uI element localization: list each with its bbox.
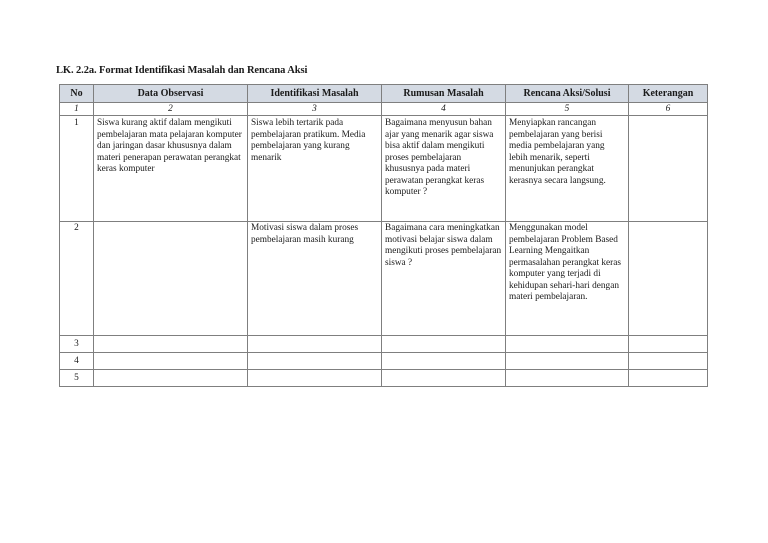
identifikasi-masalah-cell bbox=[248, 336, 382, 353]
table-row bbox=[60, 116, 708, 222]
rencana-aksi-cell bbox=[506, 336, 629, 353]
identifikasi-masalah-cell bbox=[248, 370, 382, 387]
data-observasi-cell: Siswa kurang aktif dalam mengikuti pembelajaran mata pelajaran komputer dan jaringan dasar khususnya dalam materi penerapan perawatan perangkat keras komputer bbox=[94, 116, 248, 222]
row-number: 2 bbox=[60, 222, 94, 336]
identifikasi-masalah-cell: Motivasi siswa dalam proses pembelajaran masih kurang bbox=[248, 222, 382, 336]
rumusan-masalah-cell: Bagaimana cara meningkatkan motivasi belajar siswa dalam mengikuti proses pembelajaran siswa ? bbox=[382, 222, 506, 336]
table-row bbox=[60, 336, 708, 353]
row-number: 4 bbox=[60, 353, 94, 370]
keterangan-cell bbox=[629, 116, 708, 222]
table-row bbox=[60, 370, 708, 387]
rumusan-masalah-cell bbox=[382, 353, 506, 370]
column-number: 5 bbox=[506, 103, 629, 116]
column-number: 2 bbox=[94, 103, 248, 116]
rencana-aksi-cell bbox=[506, 370, 629, 387]
row-number: 3 bbox=[60, 336, 94, 353]
identifikasi-masalah-cell: Siswa lebih tertarik pada pembelajaran pratikum. Media pembelajaran yang kurang menarik bbox=[248, 116, 382, 222]
rumusan-masalah-cell bbox=[382, 336, 506, 353]
header-no: No bbox=[60, 85, 94, 103]
identifikasi-masalah-cell bbox=[248, 353, 382, 370]
row-number: 5 bbox=[60, 370, 94, 387]
header-identifikasi-masalah: Identifikasi Masalah bbox=[248, 85, 382, 103]
data-observasi-cell bbox=[94, 222, 248, 336]
header-row bbox=[60, 85, 708, 103]
data-observasi-cell bbox=[94, 370, 248, 387]
header-keterangan: Keterangan bbox=[629, 85, 708, 103]
column-number: 3 bbox=[248, 103, 382, 116]
rumusan-masalah-cell: Bagaimana menyusun bahan ajar yang menarik agar siswa bisa aktif dalam mengikuti proses pembelajaran khususnya pada materi perawatan perangkat keras komputer ? bbox=[382, 116, 506, 222]
header-rencana-aksi: Rencana Aksi/Solusi bbox=[506, 85, 629, 103]
header-rumusan-masalah: Rumusan Masalah bbox=[382, 85, 506, 103]
column-number-row bbox=[60, 103, 708, 116]
column-number: 4 bbox=[382, 103, 506, 116]
keterangan-cell bbox=[629, 336, 708, 353]
data-observasi-cell bbox=[94, 353, 248, 370]
column-number: 6 bbox=[629, 103, 708, 116]
keterangan-cell bbox=[629, 353, 708, 370]
row-number: 1 bbox=[60, 116, 94, 222]
problem-identification-table bbox=[59, 84, 708, 387]
rencana-aksi-cell: Menggunakan model pembelajaran Problem Based Learning Mengaitkan permasalahan perangkat keras komputer yang terjadi di kehidupan sehari-hari dengan materi pembelajaran. bbox=[506, 222, 629, 336]
rencana-aksi-cell: Menyiapkan rancangan pembelajaran yang berisi media pembelajaran yang lebih menarik, seperti menunjukan perangkat kerasnya secara langsung. bbox=[506, 116, 629, 222]
rumusan-masalah-cell bbox=[382, 370, 506, 387]
data-observasi-cell bbox=[94, 336, 248, 353]
column-number: 1 bbox=[60, 103, 94, 116]
table-row bbox=[60, 222, 708, 336]
table-row bbox=[60, 353, 708, 370]
document-title: LK. 2.2a. Format Identifikasi Masalah dan Rencana Aksi bbox=[56, 65, 308, 76]
header-data-observasi: Data Observasi bbox=[94, 85, 248, 103]
keterangan-cell bbox=[629, 370, 708, 387]
keterangan-cell bbox=[629, 222, 708, 336]
rencana-aksi-cell bbox=[506, 353, 629, 370]
